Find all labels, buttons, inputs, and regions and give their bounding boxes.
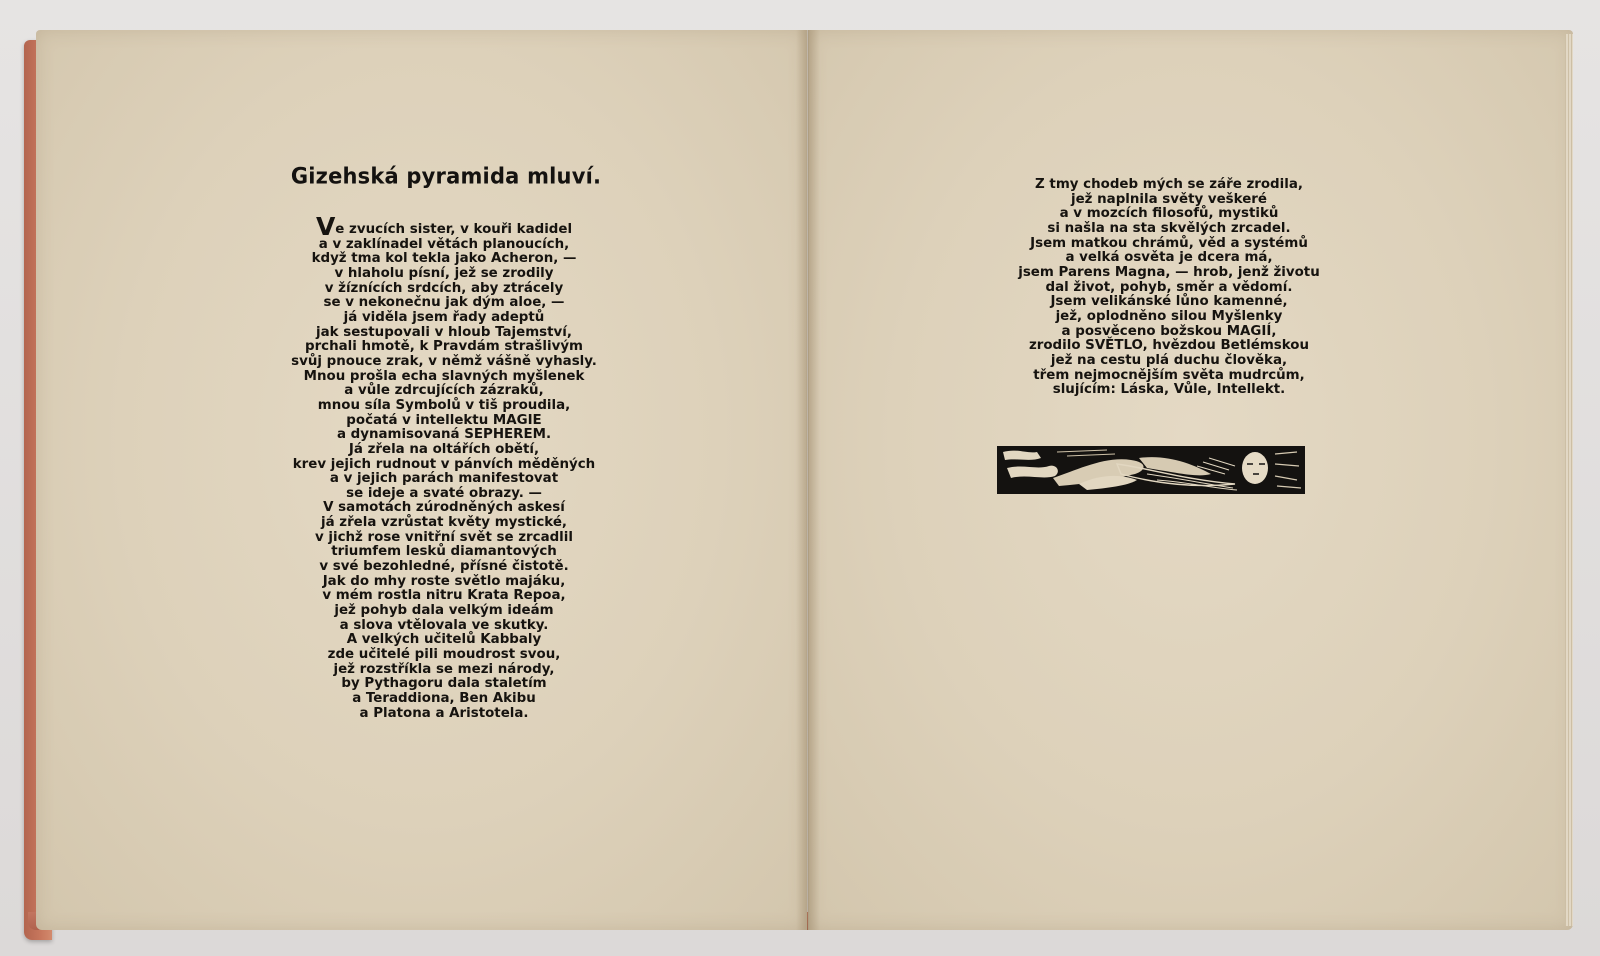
poem-line: V samotách zúrodněných askesí <box>323 500 565 516</box>
poem-line: jež naplnila světy veškeré <box>1071 191 1267 207</box>
poem-line: v jichž rose vnitřní svět se zrcadlil <box>315 529 573 545</box>
poem-line: krev jejich rudnout v pánvích měděných <box>292 456 596 472</box>
poem-line: se v nekonečnu jak dým aloe, — <box>323 295 565 311</box>
poem-line: by Pythagoru dala staletím <box>341 676 547 692</box>
poem-line: Z tmy chodeb mých se záře zrodila, <box>1035 177 1303 192</box>
poem-line: a Platona a Aristotela. <box>359 705 529 721</box>
poem-line: svůj pnouce zrak, v němž vášně vyhasly. <box>291 353 597 369</box>
poem-line: v žíznících srdcích, aby ztrácely <box>324 280 564 296</box>
poem-line: jež na cestu plá duchu člověka, <box>1050 352 1288 368</box>
poem-line: mnou síla Symbolů v tiš proudila, <box>317 397 571 413</box>
poem-line: jak sestupovali v hloub Tajemství, <box>316 324 572 340</box>
poem-line: zrodilo SVĚTLO, hvězdou Betlémskou <box>1028 338 1310 354</box>
poem-line: zde učitelé pili moudrost svou, <box>327 647 561 663</box>
poem-line: a dynamisovaná SEPHEREM. <box>336 427 552 443</box>
poem-line: v své bezohledné, přísné čistotě. <box>319 559 569 575</box>
poem-line: si našla na sta skvělých zrcadel. <box>1047 220 1291 236</box>
poem-line: a velká osvěta je dcera má, <box>1065 250 1273 266</box>
poem-line: a vůle zdrcujících zázraků, <box>344 383 544 399</box>
woodcut-figures-icon <box>997 444 1305 496</box>
poem-line: triumfem lesků diamantových <box>331 544 557 560</box>
poem-line: v mém rostla nitru Krata Repoa, <box>322 588 566 604</box>
poem-line: když tma kol tekla jako Acheron, — <box>311 251 577 267</box>
poem-line: slujícím: Láska, Vůle, Intellekt. <box>1052 382 1286 398</box>
poem-line: prchali hmotě, k Pravdám strašlivým <box>304 339 583 355</box>
poem-line: Já zřela na oltářích obětí, <box>348 441 540 457</box>
poem-line: Jsem velikánské lůno kamenné, <box>1050 294 1288 310</box>
poem-line: a v zaklínadel větách planoucích, <box>318 236 570 252</box>
poem-line: A velkých učitelů Kabbaly <box>346 632 542 648</box>
poem-line: a Teraddiona, Ben Akibu <box>352 691 536 706</box>
page-edges <box>1565 34 1573 926</box>
poem-line: já viděla jsem řady adeptů <box>343 309 545 325</box>
poem-line: a v jejich parách manifestovat <box>329 471 559 487</box>
poem-line: jsem Parens Magna, — hrob, jenž životu <box>1018 264 1320 280</box>
left-page <box>36 30 807 930</box>
poem-line: počatá v intellektu MAGIE <box>346 412 542 428</box>
poem-title: Gizehská pyramida mluví. <box>290 163 602 189</box>
poem-line: jež, oplodněno silou Myšlenky <box>1055 308 1283 324</box>
poem-line: Jak do mhy roste světlo majáku, <box>322 573 566 589</box>
poem-line: a posvěceno božskou MAGIÍ, <box>1061 323 1277 339</box>
poem-left-text <box>224 212 664 721</box>
drop-cap: V <box>315 212 336 241</box>
poem-line: jež pohyb dala velkým ideám <box>334 603 554 619</box>
poem-right-text <box>919 178 1419 398</box>
poem-line: jež rozstříkla se mezi národy, <box>333 661 555 677</box>
poem-line: třem nejmocnějším světa mudrcům, <box>1033 367 1305 383</box>
poem-line: a v mozcích filosofů, mystiků <box>1059 206 1279 222</box>
poem-line: dal život, pohyb, směr a vědomí. <box>1045 279 1293 295</box>
poem-line: se ideje a svaté obrazy. — <box>346 485 542 501</box>
poem-line: v hlaholu písní, jež se zrodily <box>334 265 554 281</box>
poem-line: Jsem matkou chrámů, věd a systémů <box>1030 235 1308 251</box>
poem-line: já zřela vzrůstat květy mystické, <box>321 515 567 531</box>
right-page <box>808 30 1573 930</box>
first-line-rest: e zvucích sister, v kouři kadidel <box>335 222 573 237</box>
poem-line <box>224 212 664 241</box>
open-book <box>36 30 1572 930</box>
poem-line: Mnou prošla echa slavných myšlenek <box>303 368 585 384</box>
poem-line: a slova vtělovala ve skutky. <box>339 617 549 633</box>
